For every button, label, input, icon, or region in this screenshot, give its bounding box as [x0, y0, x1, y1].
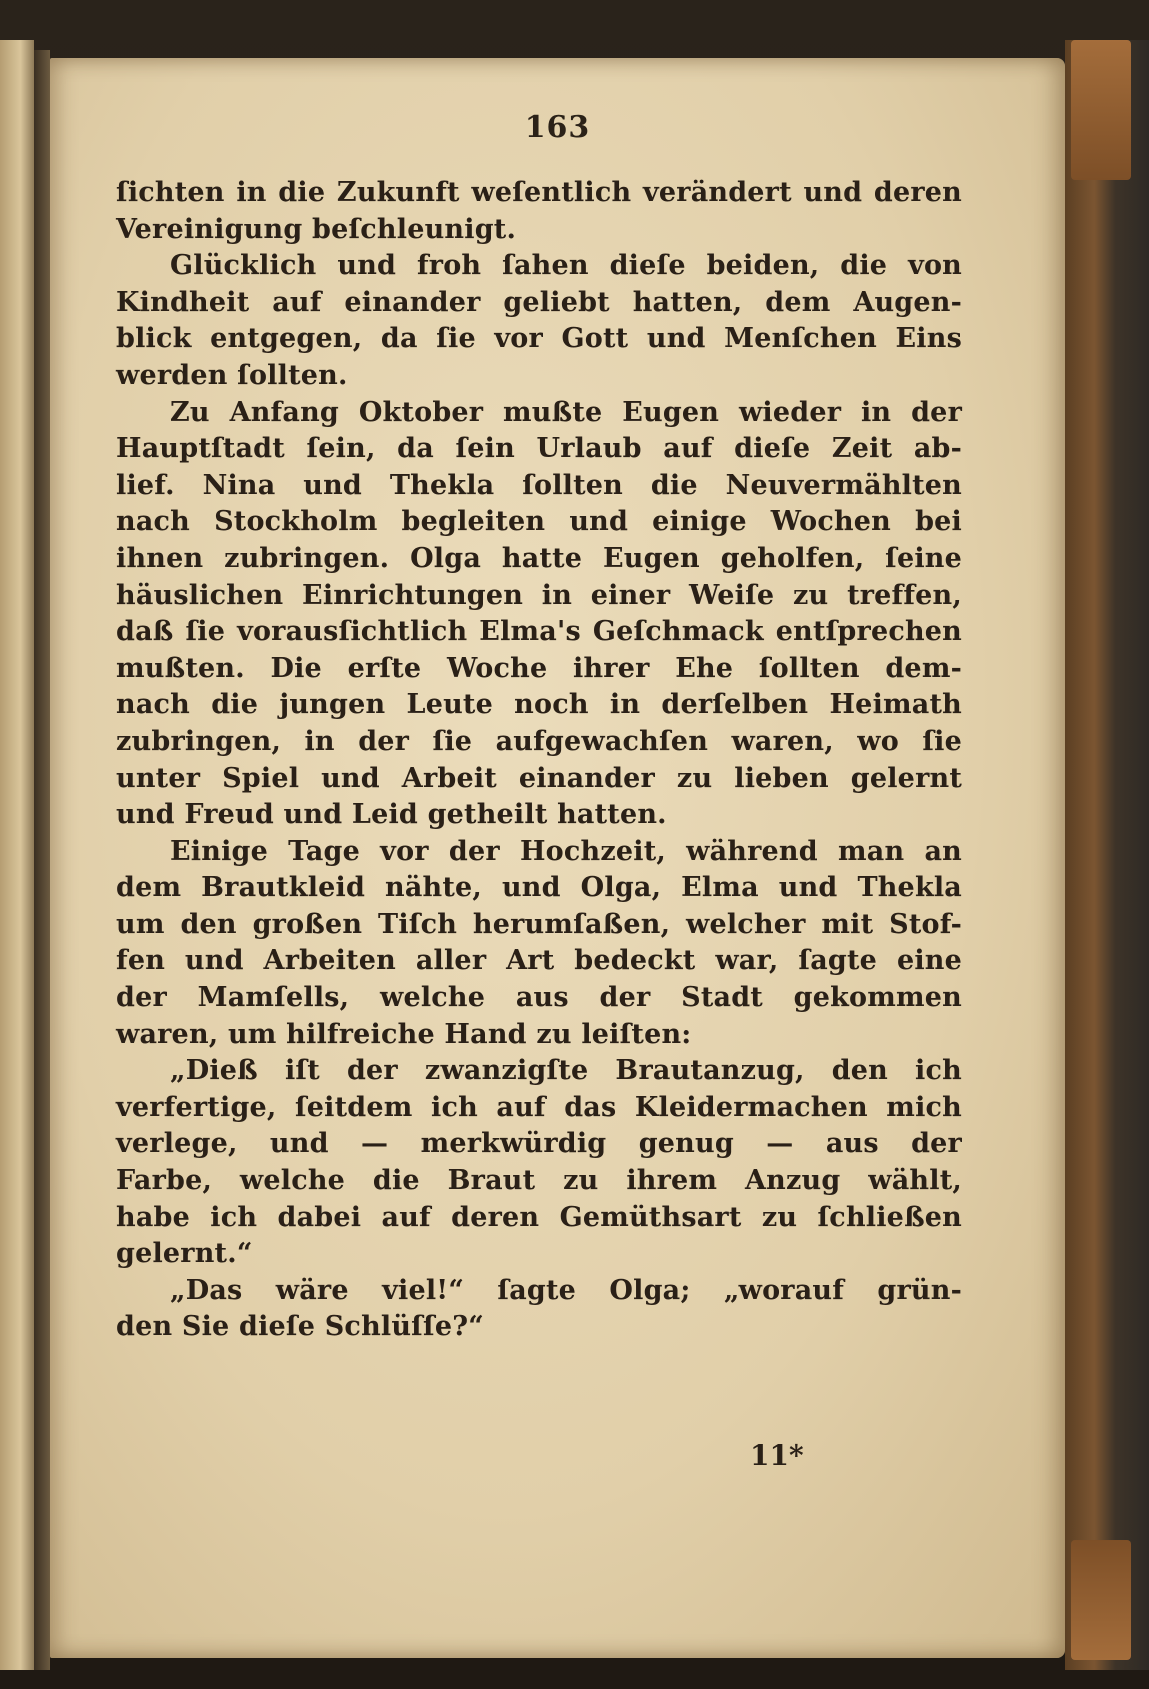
leather-corner-bottom	[1071, 1540, 1131, 1660]
text-line: Zu Anfang Oktober mußte Eugen wieder in der	[170, 396, 962, 428]
text-line: „Dieß iſt der zwanzigſte Brautanzug, den ich	[170, 1055, 962, 1087]
text-line: verlege, und — merkwürdig genug — aus der	[116, 1128, 962, 1160]
text-line: „Das wäre viel!“ ſagte Olga; „worauf grün-	[170, 1274, 962, 1306]
text-line: Kindheit auf einander geliebt hatten, dem Augen-	[116, 286, 962, 318]
text-line: nach die jungen Leute noch in derſelben Heimath	[116, 689, 962, 721]
text-line: verfertige, ſeitdem ich auf das Kleidermachen mich	[116, 1091, 962, 1123]
text-line: ſichten in die Zukunft weſentlich verändert und deren	[116, 177, 962, 208]
page-number: 163	[524, 110, 591, 145]
text-line: blick entgegen, da ſie vor Gott und Menſchen Eins	[116, 323, 962, 355]
text-line: fen und Arbeiten aller Art bedeckt war, ſagte eine	[116, 945, 962, 977]
book-gutter	[34, 50, 50, 1670]
text-line: habe ich dabei auf deren Gemüthsart zu ſchließen	[116, 1201, 962, 1233]
text-line: zubringen, in der ſie aufgewachſen waren, wo ſie	[116, 725, 962, 757]
text-line: nach Stockholm begleiten und einige Wochen bei	[116, 506, 962, 538]
text-line: der Mamſells, welche aus der Stadt gekommen	[116, 982, 962, 1014]
text-line: dem Brautkleid nähte, und Olga, Elma und Thekla	[116, 872, 962, 904]
text-line: gelernt.“	[116, 1238, 253, 1270]
leather-corner-top	[1071, 40, 1131, 180]
page-text	[116, 175, 962, 1346]
text-line: häuslichen Einrichtungen in einer Weiſe zu treffen,	[116, 579, 962, 611]
text-line: mußten. Die erſte Woche ihrer Ehe ſollten dem-	[116, 652, 962, 684]
text-line: um den großen Tiſch herumſaßen, welcher mit Stof-	[116, 908, 962, 940]
signature-mark: 11*	[750, 1439, 804, 1472]
text-line: lief. Nina und Thekla ſollten die Neuvermählten	[116, 469, 962, 501]
text-line: unter Spiel und Arbeit einander zu lieben gelernt	[116, 762, 962, 794]
text-line: waren, um hilfreiche Hand zu leiſten:	[116, 1018, 692, 1050]
text-line: Farbe, welche die Braut zu ihrem Anzug wählt,	[116, 1165, 962, 1197]
text-line: Vereinigung beſchleunigt.	[116, 213, 517, 245]
text-line: den Sie dieſe Schlüſſe?“	[116, 1311, 484, 1343]
text-line: Glücklich und froh ſahen dieſe beiden, die von	[170, 250, 962, 282]
book-page	[50, 58, 1065, 1658]
book-cover-edge	[1065, 40, 1149, 1670]
left-page-edge	[0, 40, 34, 1670]
text-line: und Freud und Leid getheilt hatten.	[116, 799, 667, 831]
text-line: ihnen zubringen. Olga hatte Eugen geholfen, ſeine	[116, 542, 962, 574]
text-line: daß ſie vorausſichtlich Elma's Geſchmack entſprechen	[116, 616, 962, 648]
text-line: Einige Tage vor der Hochzeit, während man an	[170, 835, 962, 867]
text-line: werden ſollten.	[116, 359, 348, 391]
text-line: Hauptſtadt ſein, da ſein Urlaub auf dieſe Zeit ab-	[116, 433, 962, 465]
